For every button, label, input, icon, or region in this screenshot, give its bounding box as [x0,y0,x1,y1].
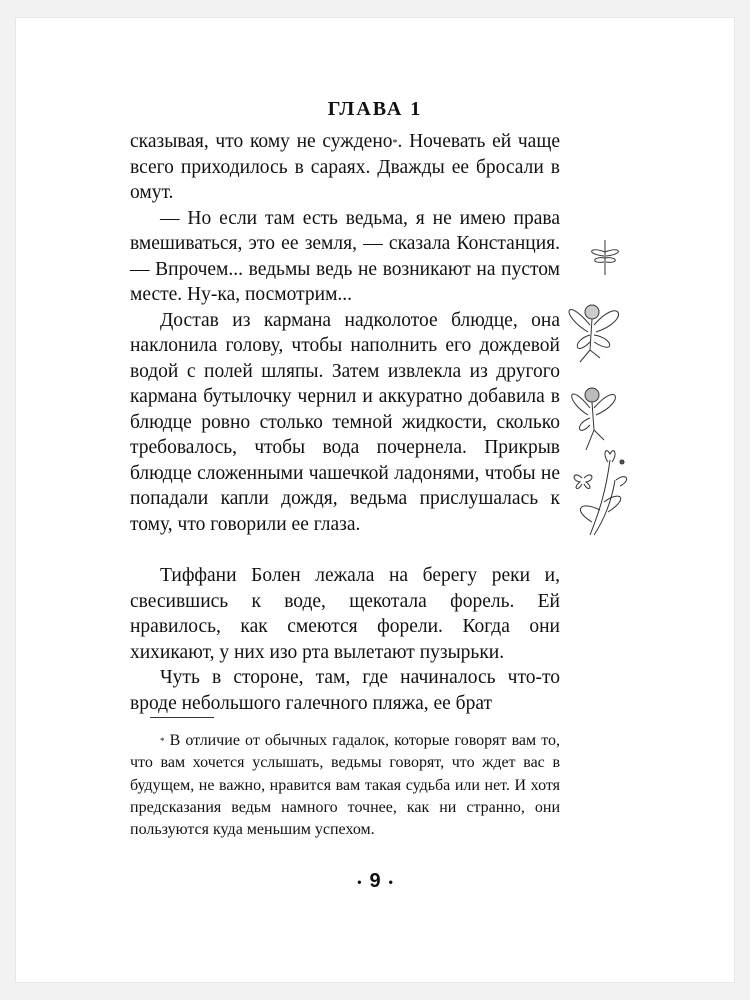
page-number-value: 9 [369,870,381,892]
dragonfly-icon [592,240,619,275]
main-text [130,129,560,716]
chapter-heading: ГЛАВА 1 [327,98,423,120]
paragraph-1-end: . Ночевать ей чаще всего приходилось в сараях. Дважды ее бросали в омут. [130,131,561,203]
footnote-separator [150,717,214,718]
dot-left: • [357,874,362,889]
butterfly-icon [574,460,624,488]
page-number [0,870,750,893]
footnote-marker: * [392,138,398,149]
paragraph-5: Чуть в стороне, там, где начиналось что-то вроде небольшого галечного пляжа, ее брат [130,667,560,714]
paragraph-3: Достав из кармана надколотое блюдце, она наклонила голову, чтобы наполнить его дождевой водой с полей шляпы. Затем извлекла из другого кармана бутылочку чернил и аккуратно добавила в блюдце ровно столько темной жидкости, сколько требовалось, чтобы вода почернела. Прикрыв блюдце сложенными чашечкой ладонями, чтобы не попадали капли дождя, ведьма прислушалась к тому, что говорили ее глаза. [130,309,560,535]
fairy-icon [572,388,616,450]
dot-right: • [388,874,393,889]
flower-icon [580,451,626,535]
section-break [130,537,560,563]
footnote-text: В отличие от обычных гадалок, которые говорят вам то, что вам хочется услышать, ведьмы говорят, что ждет вас в будущем, не важно, нравится вам такая судьба или нет. И хотя предсказания ведьм намного точнее, как ни странно, они пользуются куда меньшим успехом. [130,732,560,839]
footnote [130,730,560,841]
paragraph-1-text: сказывая, что кому не суждено [130,131,393,152]
paragraph-2: — Но если там есть ведьма, я не имею права вмешиваться, это ее земля, — сказала Констанция. — Впрочем... ведьмы ведь не возникают на пустом месте. Ну-ка, посмотрим... [130,207,560,305]
fairy-illustration [560,240,640,540]
fairy-icon [569,305,619,362]
footnote-marker: * [160,736,165,746]
paragraph-4: Тиффани Болен лежала на берегу реки и, свесившись к воде, щекотала форель. Ей нравилось, как смеются форели. Когда они хихикают, у них изо рта вылетают пузырьки. [130,565,560,663]
paragraph-1 [130,129,560,206]
footnote-paragraph [130,730,560,841]
